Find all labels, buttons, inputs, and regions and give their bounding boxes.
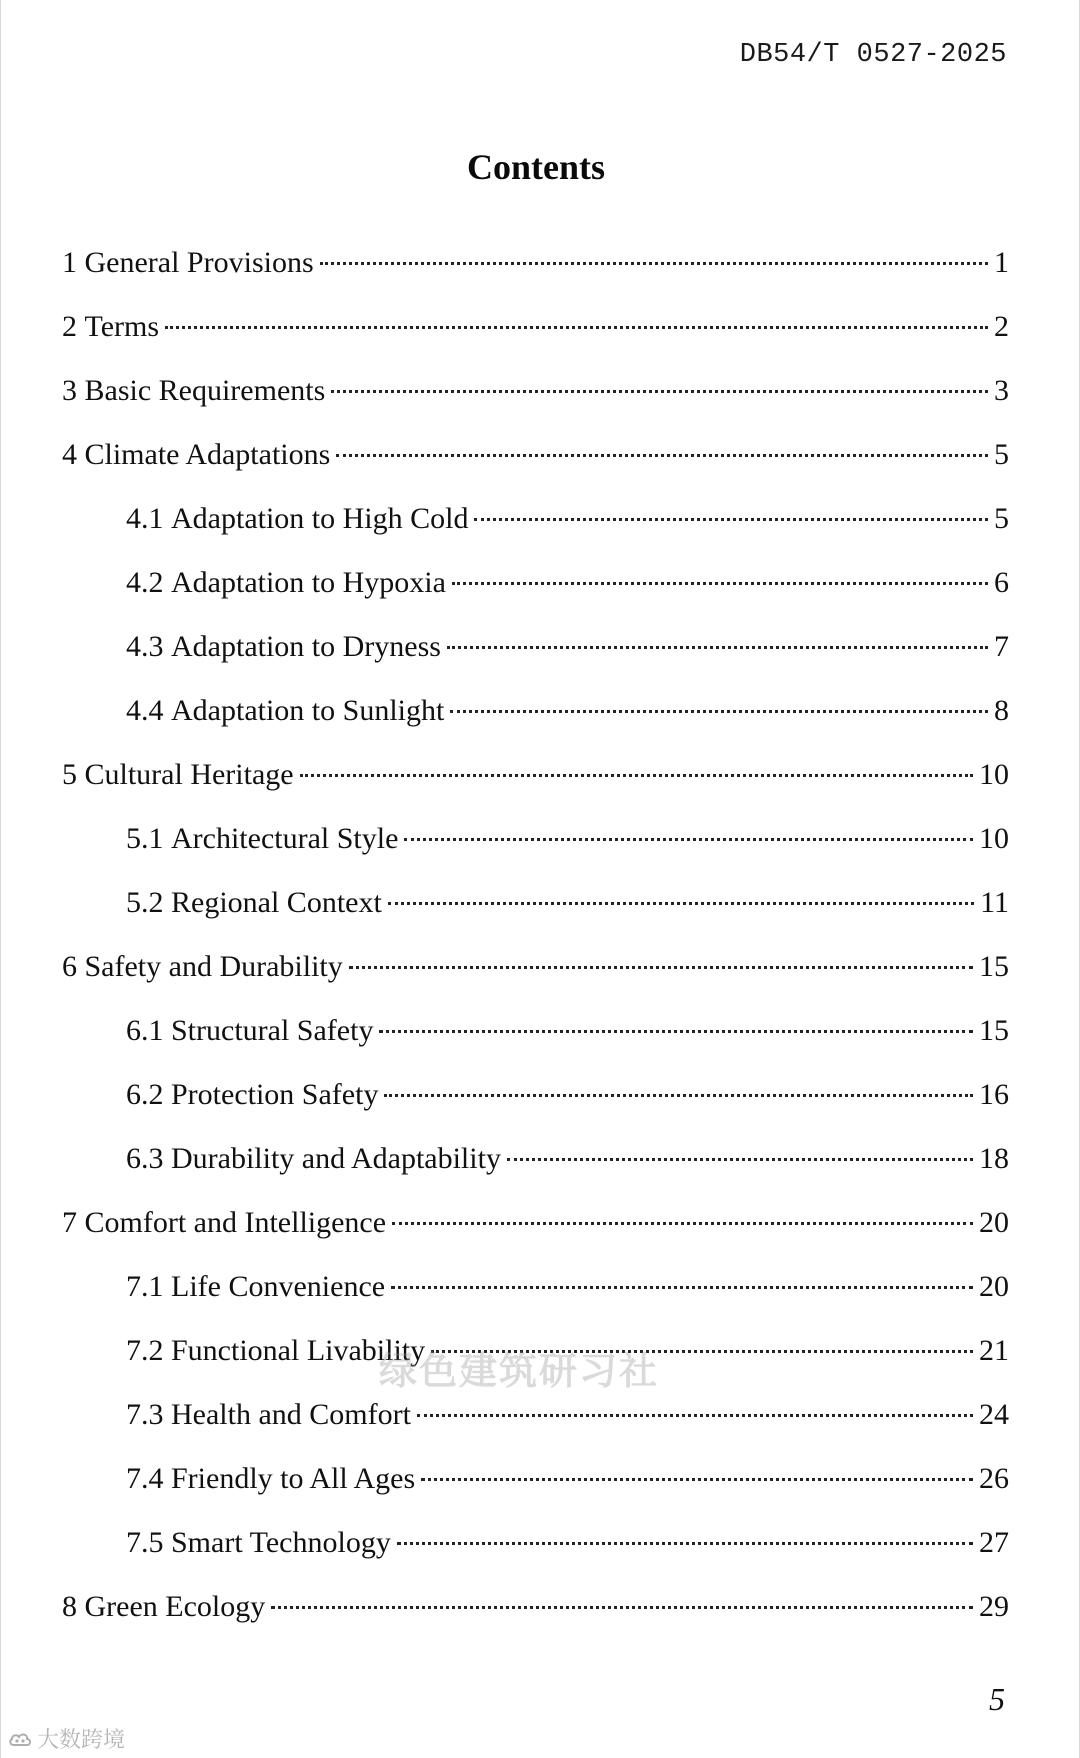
toc-entry-title: Adaptation to High Cold (171, 502, 469, 535)
toc-entry-title: Life Convenience (171, 1270, 386, 1303)
toc-entry[interactable] (1, 307, 1080, 371)
corner-logo-text: 大数跨境 (37, 1728, 126, 1753)
toc-entry-page: 5 (994, 502, 1009, 535)
dot-leader (404, 838, 973, 841)
dot-leader (431, 1350, 973, 1353)
dot-leader (450, 710, 988, 713)
watermark-text: 绿色建筑研习社 (379, 1348, 660, 1393)
dot-leader (331, 390, 988, 393)
toc-entry-page: 8 (994, 694, 1009, 727)
toc-entry-number: 4.4 (126, 694, 164, 727)
toc-entry[interactable] (1, 243, 1080, 307)
toc-entry-title: Functional Livability (171, 1334, 426, 1367)
toc-entry-title: Regional Context (171, 886, 382, 919)
toc-entry-number: 5.1 (126, 822, 164, 855)
toc-entry-number: 7.2 (126, 1334, 164, 1367)
toc-entry-number: 5.2 (126, 886, 164, 919)
toc-entry[interactable] (1, 1203, 1080, 1267)
toc-entry-title: Smart Technology (171, 1526, 391, 1559)
toc-entry-page: 7 (994, 630, 1009, 663)
toc-entry-page: 24 (979, 1398, 1009, 1431)
dot-leader (320, 262, 988, 265)
toc-entry-page: 21 (979, 1334, 1009, 1367)
toc-entry-number: 7.1 (126, 1270, 164, 1303)
toc-entry-title: Safety and Durability (84, 950, 343, 983)
toc-entry-page: 20 (979, 1206, 1009, 1239)
toc-entry[interactable] (1, 1523, 1080, 1587)
toc-entry-title: Comfort and Intelligence (84, 1206, 387, 1239)
toc-entry[interactable] (1, 819, 1080, 883)
toc-entry-title: Friendly to All Ages (171, 1462, 416, 1495)
toc-entry-number: 6 (62, 950, 77, 983)
toc-entry-page: 1 (994, 246, 1009, 279)
toc-entry-title: Adaptation to Hypoxia (171, 566, 446, 599)
dot-leader (271, 1606, 973, 1609)
toc-entry-page: 2 (994, 310, 1009, 343)
document-code: DB54/T 0527-2025 (739, 40, 1007, 70)
toc-entry-page: 20 (979, 1270, 1009, 1303)
toc-entry-number: 4.1 (126, 502, 164, 535)
toc-entry[interactable] (1, 371, 1080, 435)
toc-entry[interactable] (1, 1139, 1080, 1203)
dot-leader (388, 902, 974, 905)
dot-leader (507, 1158, 973, 1161)
toc-entry-page: 29 (979, 1590, 1009, 1623)
toc-entry-title: Green Ecology (84, 1590, 266, 1623)
toc-entry-number: 7.3 (126, 1398, 164, 1431)
dot-leader (447, 646, 988, 649)
toc-entry-number: 7 (62, 1206, 77, 1239)
toc-entry-title: Cultural Heritage (84, 758, 294, 791)
dot-leader (349, 966, 973, 969)
toc-entry-page: 18 (979, 1142, 1009, 1175)
toc-entry-page: 11 (980, 886, 1009, 919)
toc-entry[interactable] (1, 1075, 1080, 1139)
toc-entry-title: Terms (84, 310, 160, 343)
toc-entry[interactable] (1, 691, 1080, 755)
dot-leader (452, 582, 988, 585)
table-of-contents (1, 243, 1080, 1651)
toc-entry-page: 10 (979, 758, 1009, 791)
toc-entry[interactable] (1, 627, 1080, 691)
toc-entry[interactable] (1, 1587, 1080, 1651)
toc-entry[interactable] (1, 435, 1080, 499)
dot-leader (165, 326, 988, 329)
dot-leader (397, 1542, 973, 1545)
toc-entry[interactable] (1, 499, 1080, 563)
toc-entry-page: 26 (979, 1462, 1009, 1495)
toc-entry-title: General Provisions (84, 246, 314, 279)
toc-entry[interactable] (1, 755, 1080, 819)
toc-entry-title: Climate Adaptations (84, 438, 331, 471)
toc-entry-title: Adaptation to Dryness (171, 630, 441, 663)
toc-entry-title: Health and Comfort (171, 1398, 411, 1431)
toc-entry-number: 4.3 (126, 630, 164, 663)
toc-entry-page: 3 (994, 374, 1009, 407)
toc-entry-number: 2 (62, 310, 77, 343)
toc-entry[interactable] (1, 947, 1080, 1011)
toc-entry-page: 27 (979, 1526, 1009, 1559)
toc-entry-number: 6.1 (126, 1014, 164, 1047)
toc-entry-number: 4 (62, 438, 77, 471)
toc-entry[interactable] (1, 1395, 1080, 1459)
corner-logo (7, 1723, 125, 1754)
toc-entry-number: 7.5 (126, 1526, 164, 1559)
dot-leader (379, 1030, 973, 1033)
dot-leader (474, 518, 988, 521)
dot-leader (417, 1414, 973, 1417)
cloud-logo-icon (7, 1729, 33, 1749)
toc-entry-number: 5 (62, 758, 77, 791)
toc-entry-page: 15 (979, 950, 1009, 983)
toc-entry-number: 6.2 (126, 1078, 164, 1111)
toc-entry[interactable] (1, 563, 1080, 627)
toc-entry-page: 6 (994, 566, 1009, 599)
toc-entry-number: 4.2 (126, 566, 164, 599)
toc-entry-page: 10 (979, 822, 1009, 855)
dot-leader (391, 1286, 973, 1289)
toc-entry-number: 8 (62, 1590, 77, 1623)
toc-entry-title: Basic Requirements (84, 374, 326, 407)
dot-leader (384, 1094, 973, 1097)
toc-entry[interactable] (1, 1331, 1080, 1395)
dot-leader (300, 774, 973, 777)
toc-entry-title: Architectural Style (171, 822, 399, 855)
toc-entry[interactable] (1, 1011, 1080, 1075)
toc-entry-title: Structural Safety (171, 1014, 374, 1047)
dot-leader (392, 1222, 973, 1225)
toc-entry-number: 1 (62, 246, 77, 279)
toc-entry[interactable] (1, 1267, 1080, 1331)
page-number: 5 (989, 1681, 1005, 1717)
toc-entry-page: 16 (979, 1078, 1009, 1111)
toc-entry-number: 6.3 (126, 1142, 164, 1175)
dot-leader (336, 454, 988, 457)
toc-entry-page: 15 (979, 1014, 1009, 1047)
toc-entry-title: Protection Safety (171, 1078, 379, 1111)
toc-entry-number: 7.4 (126, 1462, 164, 1495)
toc-entry[interactable] (1, 883, 1080, 947)
toc-entry-title: Durability and Adaptability (171, 1142, 501, 1175)
toc-entry-number: 3 (62, 374, 77, 407)
toc-entry-title: Adaptation to Sunlight (171, 694, 445, 727)
toc-entry-page: 5 (994, 438, 1009, 471)
toc-entry[interactable] (1, 1459, 1080, 1523)
page-title: Contents (466, 147, 605, 187)
dot-leader (421, 1478, 973, 1481)
